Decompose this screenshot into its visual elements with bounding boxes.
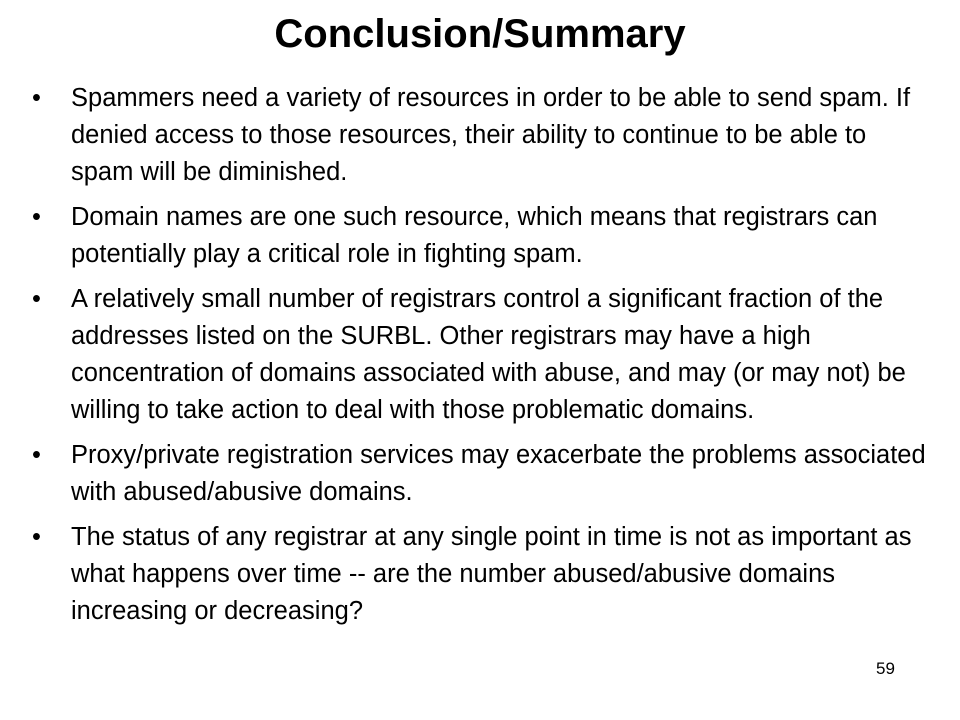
bullet-item xyxy=(32,281,932,429)
bullet-item xyxy=(32,437,932,511)
bullet-text: Spammers need a variety of resources in order to be able to send spam. If denied access to those resources, their ability to continue to be able to spam will be diminished. xyxy=(71,84,911,186)
bullet-item xyxy=(32,519,932,630)
bullet-item xyxy=(32,199,932,273)
bullet-dot-icon: • xyxy=(32,285,41,313)
bullet-dot-icon: • xyxy=(32,203,41,231)
bullet-dot-icon: • xyxy=(32,523,41,551)
bullet-dot-icon: • xyxy=(32,84,41,112)
bullet-text: The status of any registrar at any single point in time is not as important as what happens over time -- are the number abused/abusive domains increasing or decreasing? xyxy=(71,523,912,625)
bullet-list xyxy=(32,80,932,638)
bullet-text: Domain names are one such resource, which means that registrars can potentially play a critical role in fighting spam. xyxy=(71,203,878,268)
bullet-item xyxy=(32,80,932,191)
bullet-text: Proxy/private registration services may exacerbate the problems associated with abused/abusive domains. xyxy=(71,441,926,506)
slide-title: Conclusion/Summary xyxy=(274,12,686,56)
page-number: 59 xyxy=(876,659,895,678)
bullet-text: A relatively small number of registrars control a significant fraction of the addresses listed on the SURBL. Other registrars may have a high concentration of domains associated with abuse, and may (or may not) be willing to take action to deal with those problematic domains. xyxy=(71,285,906,424)
bullet-dot-icon: • xyxy=(32,441,41,469)
